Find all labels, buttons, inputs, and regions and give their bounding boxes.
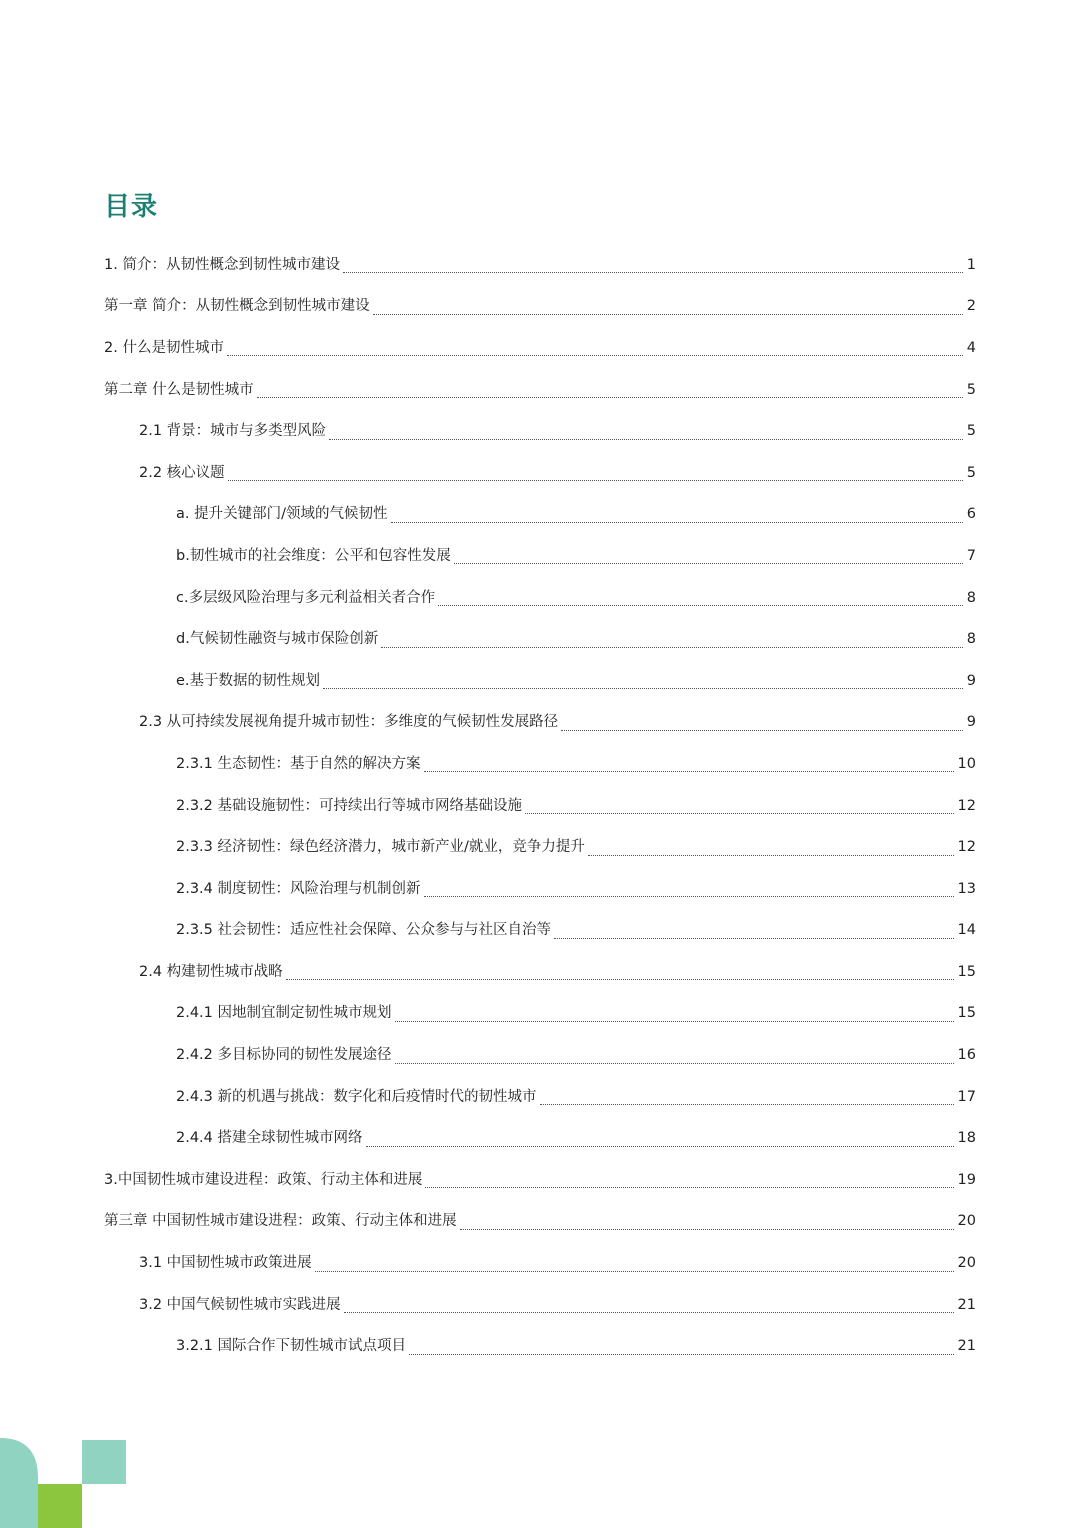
toc-list — [0, 244, 1080, 1367]
toc-page-number: 17 — [957, 1088, 976, 1105]
dot-leader — [373, 300, 963, 315]
dot-leader — [323, 674, 963, 689]
dot-leader — [561, 716, 963, 731]
dot-leader — [315, 1257, 954, 1272]
toc-entry[interactable] — [0, 1201, 1080, 1243]
toc-page-number: 9 — [966, 672, 976, 689]
dot-leader — [228, 466, 963, 481]
toc-page-number: 5 — [966, 464, 976, 481]
toc-entry-title: 2.4.1 因地制宜制定韧性城市规划 — [176, 1005, 392, 1022]
toc-entry-title: e.基于数据的韧性规划 — [176, 672, 321, 689]
toc-entry-title: 2.2 核心议题 — [139, 464, 225, 481]
toc-entry[interactable] — [0, 1159, 1080, 1201]
dot-leader — [257, 383, 963, 398]
toc-entry-title: 2.4 构建韧性城市战略 — [139, 963, 283, 980]
toc-page-number: 12 — [957, 839, 976, 856]
toc-entry-title: 2.3 从可持续发展视角提升城市韧性：多维度的气候韧性发展路径 — [139, 714, 559, 731]
toc-entry-title: 3.1 中国韧性城市政策进展 — [139, 1255, 312, 1272]
toc-entry[interactable] — [0, 826, 1080, 868]
toc-entry-title: 2.4.4 搭建全球韧性城市网络 — [176, 1130, 363, 1147]
toc-entry-title: 2.3.3 经济韧性：绿色经济潜力，城市新产业/就业，竞争力提升 — [176, 839, 585, 856]
toc-entry-title: 2. 什么是韧性城市 — [104, 339, 224, 356]
toc-page-number: 7 — [966, 547, 976, 564]
toc-page-number: 20 — [957, 1255, 976, 1272]
toc-entry[interactable] — [0, 785, 1080, 827]
toc-entry[interactable] — [0, 1242, 1080, 1284]
toc-entry-title: c.多层级风险治理与多元利益相关者合作 — [176, 589, 436, 606]
toc-entry-title: 2.4.3 新的机遇与挑战：数字化和后疫情时代的韧性城市 — [176, 1088, 537, 1105]
toc-page-number: 6 — [966, 506, 976, 523]
dot-leader — [395, 1007, 954, 1022]
toc-page-number: 1 — [966, 256, 976, 273]
toc-entry[interactable] — [0, 1076, 1080, 1118]
toc-entry-title: 第三章 中国韧性城市建设进程：政策、行动主体和进展 — [104, 1213, 457, 1230]
dot-leader — [343, 258, 963, 273]
toc-entry-title: a. 提升关键部门/领域的气候韧性 — [176, 506, 388, 523]
toc-entry-title: 2.3.2 基础设施韧性：可持续出行等城市网络基础设施 — [176, 797, 523, 814]
dot-leader — [438, 591, 963, 606]
dot-leader — [381, 633, 962, 648]
toc-page-number: 5 — [966, 381, 976, 398]
toc-entry[interactable] — [0, 535, 1080, 577]
dot-leader — [424, 882, 954, 897]
toc-entry-title: d.气候韧性融资与城市保险创新 — [176, 631, 379, 648]
toc-page-number: 14 — [957, 922, 976, 939]
dot-leader — [286, 965, 954, 980]
toc-page-number: 18 — [957, 1130, 976, 1147]
toc-page-number: 2 — [966, 298, 976, 315]
toc-entry-title: 3.2 中国气候韧性城市实践进展 — [139, 1296, 341, 1313]
toc-entry-title: b.韧性城市的社会维度：公平和包容性发展 — [176, 547, 451, 564]
toc-entry-title: 2.4.2 多目标协同的韧性发展途径 — [176, 1047, 392, 1064]
dot-leader — [588, 841, 954, 856]
toc-entry[interactable] — [0, 1284, 1080, 1326]
toc-entry[interactable] — [0, 1325, 1080, 1367]
corner-decoration — [0, 1438, 130, 1528]
toc-entry[interactable] — [0, 618, 1080, 660]
toc-page-number: 21 — [957, 1296, 976, 1313]
dot-leader — [329, 425, 963, 440]
dot-leader — [460, 1215, 954, 1230]
toc-page-number: 15 — [957, 1005, 976, 1022]
toc-entry[interactable] — [0, 660, 1080, 702]
dot-leader — [454, 549, 963, 564]
toc-entry-title: 2.3.5 社会韧性：适应性社会保障、公众参与与社区自治等 — [176, 922, 552, 939]
toc-entry-title: 2.3.4 制度韧性：风险治理与机制创新 — [176, 880, 421, 897]
teal-quarter-shape — [0, 1438, 38, 1528]
toc-entry[interactable] — [0, 286, 1080, 328]
toc-entry[interactable] — [0, 910, 1080, 952]
dot-leader — [366, 1132, 954, 1147]
dot-leader — [425, 1173, 953, 1188]
toc-entry[interactable] — [0, 410, 1080, 452]
toc-entry[interactable] — [0, 369, 1080, 411]
toc-page-number: 15 — [957, 963, 976, 980]
toc-page-number: 12 — [957, 797, 976, 814]
toc-entry[interactable] — [0, 327, 1080, 369]
toc-page-number: 9 — [966, 714, 976, 731]
toc-entry-title: 2.3.1 生态韧性：基于自然的解决方案 — [176, 755, 421, 772]
toc-entry-title: 1. 简介：从韧性概念到韧性城市建设 — [104, 256, 340, 273]
toc-page-number: 20 — [957, 1213, 976, 1230]
dot-leader — [227, 341, 963, 356]
toc-entry-title: 3.2.1 国际合作下韧性城市试点项目 — [176, 1338, 407, 1355]
toc-page-number: 4 — [966, 339, 976, 356]
dot-leader — [554, 924, 954, 939]
toc-entry[interactable] — [0, 452, 1080, 494]
toc-page-number: 13 — [957, 880, 976, 897]
toc-entry-title: 第一章 简介：从韧性概念到韧性城市建设 — [104, 298, 370, 315]
dot-leader — [525, 799, 954, 814]
toc-page-number: 19 — [957, 1171, 976, 1188]
toc-entry-title: 3.中国韧性城市建设进程：政策、行动主体和进展 — [104, 1171, 423, 1188]
dot-leader — [391, 508, 963, 523]
dot-leader — [540, 1090, 954, 1105]
toc-page-number: 5 — [966, 423, 976, 440]
toc-entry[interactable] — [0, 868, 1080, 910]
toc-entry[interactable] — [0, 1117, 1080, 1159]
dot-leader — [409, 1340, 954, 1355]
teal-square — [82, 1440, 126, 1484]
dot-leader — [424, 757, 954, 772]
toc-entry-title: 2.1 背景：城市与多类型风险 — [139, 423, 327, 440]
toc-entry[interactable] — [0, 702, 1080, 744]
toc-page-number: 10 — [957, 755, 976, 772]
toc-entry[interactable] — [0, 494, 1080, 536]
toc-entry-title: 第二章 什么是韧性城市 — [104, 381, 254, 398]
toc-entry[interactable] — [0, 244, 1080, 286]
dot-leader — [344, 1298, 954, 1313]
toc-entry[interactable] — [0, 1034, 1080, 1076]
toc-entry[interactable] — [0, 577, 1080, 619]
dot-leader — [395, 1049, 954, 1064]
green-square — [38, 1484, 82, 1528]
page-title: 目录 — [104, 192, 159, 222]
toc-entry[interactable] — [0, 951, 1080, 993]
toc-page-number: 8 — [966, 631, 976, 648]
toc-entry[interactable] — [0, 993, 1080, 1035]
toc-page-number: 16 — [957, 1047, 976, 1064]
toc-page-number: 21 — [957, 1338, 976, 1355]
toc-entry[interactable] — [0, 743, 1080, 785]
toc-page-number: 8 — [966, 589, 976, 606]
